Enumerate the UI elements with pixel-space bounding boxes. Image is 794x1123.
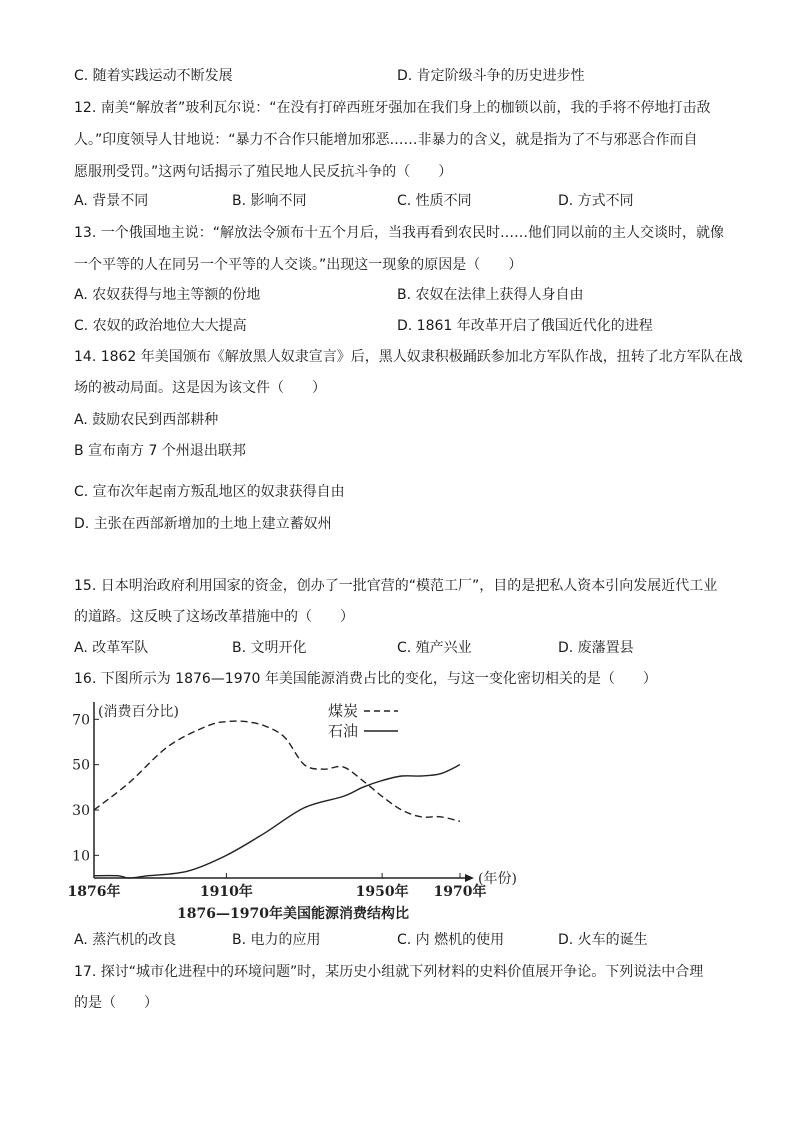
q13-option-a: A. 农奴获得与地主等额的份地 (74, 287, 261, 303)
energy-consumption-chart (60, 696, 530, 926)
q11-option-d: D. 肯定阶级斗争的历史进步性 (397, 68, 585, 84)
q15-stem-line2: 的道路。这反映了这场改革措施中的（ ） (74, 609, 354, 625)
q16-option-c: C. 内 燃机的使用 (397, 932, 505, 948)
q14-option-d: D. 主张在西部新增加的土地上建立蓄奴州 (74, 516, 332, 532)
y-tick-label: 50 (72, 757, 90, 774)
y-tick-label: 10 (72, 848, 90, 865)
chart-series (94, 721, 460, 878)
q16-option-d: D. 火车的诞生 (558, 932, 648, 948)
chart-title: 1876—1970年美国能源消费结构比 (177, 906, 409, 922)
q14-option-a: A. 鼓励农民到西部耕种 (74, 412, 219, 428)
series-line-oil (94, 765, 460, 878)
q17-stem-line1: 17. 探讨“城市化进程中的环境问题”时，某历史小组就下列材料的史料价值展开争论。下列说法中合理 (74, 964, 704, 980)
q16-option-a: A. 蒸汽机的改良 (74, 932, 177, 948)
q11-option-c: C. 随着实践运动不断发展 (74, 68, 233, 84)
q17-stem-line2: 的是（ ） (74, 995, 158, 1011)
legend-label-coal: 煤炭 (328, 702, 359, 720)
x-tick-label: 1950年 (355, 884, 409, 900)
q12-stem-line3: 愿服刑受罚。”这两句话揭示了殖民地人民反抗斗争的（ ） (74, 164, 453, 180)
q12-option-b: B. 影响不同 (232, 193, 307, 209)
q14-option-c: C. 宣布次年起南方叛乱地区的奴隶获得自由 (74, 484, 345, 500)
q14-stem-line1: 14. 1862 年美国颁布《解放黑人奴隶宣言》后，黑人奴隶积极踊跃参加北方军队作战，扭转了北方军队在战 (74, 349, 743, 365)
q16-stem: 16. 下图所示为 1876—1970 年美国能源消费占比的变化，与这一变化密切相关的是（ ） (74, 671, 657, 687)
q15-option-c: C. 殖产兴业 (397, 640, 472, 656)
q12-option-d: D. 方式不同 (558, 193, 634, 209)
y-axis-label: (消费百分比) (98, 704, 179, 720)
q16-option-b: B. 电力的应用 (232, 932, 321, 948)
q13-option-c: C. 农奴的政治地位大大提高 (74, 318, 247, 334)
q12-stem-line1: 12. 南美“解放者”玻利瓦尔说：“在没有打碎西班牙强加在我们身上的枷锁以前，我的手将不停地打击敌 (74, 100, 711, 116)
x-tick-label: 1970年 (433, 884, 487, 900)
x-axis-arrow (465, 874, 474, 882)
x-tick-label: 1876年 (67, 884, 121, 900)
q13-option-d: D. 1861 年改革开启了俄国近代化的进程 (397, 318, 653, 334)
series-line-coal (94, 721, 460, 821)
q12-option-c: C. 性质不同 (397, 193, 472, 209)
q14-stem-line2: 场的被动局面。这是因为该文件（ ） (74, 380, 326, 396)
x-tick-label: 1910年 (199, 884, 253, 900)
q15-stem-line1: 15. 日本明治政府利用国家的资金，创办了一批官营的“模范工厂”，目的是把私人资本引向发展近代工业 (74, 578, 718, 594)
legend-label-oil: 石油 (328, 722, 359, 740)
y-tick-label: 70 (72, 712, 90, 729)
q15-option-a: A. 改革军队 (74, 640, 149, 656)
q15-option-b: B. 文明开化 (232, 640, 307, 656)
q13-option-b: B. 农奴在法律上获得人身自由 (397, 287, 584, 303)
x-axis-label: (年份) (478, 871, 517, 887)
q12-stem-line2: 人。”印度领导人甘地说：“暴力不合作只能增加邪恶……非暴力的含义，就是指为了不与邪恶合作而自 (74, 132, 698, 148)
q13-stem-line2: 一个平等的人在同另一个平等的人交谈。”出现这一现象的原因是（ ） (74, 257, 523, 273)
y-tick-label: 30 (72, 803, 90, 819)
q15-option-d: D. 废藩置县 (558, 640, 634, 656)
chart-axes (94, 702, 474, 882)
chart-labels (68, 702, 517, 922)
q13-stem-line1: 13. 一个俄国地主说：“解放法令颁布十五个月后，当我再看到农民时……他们同以前的主人交谈时，就像 (74, 225, 724, 241)
q12-option-a: A. 背景不同 (74, 193, 149, 209)
q14-option-b: B 宣布南方 7 个州退出联邦 (74, 443, 246, 459)
